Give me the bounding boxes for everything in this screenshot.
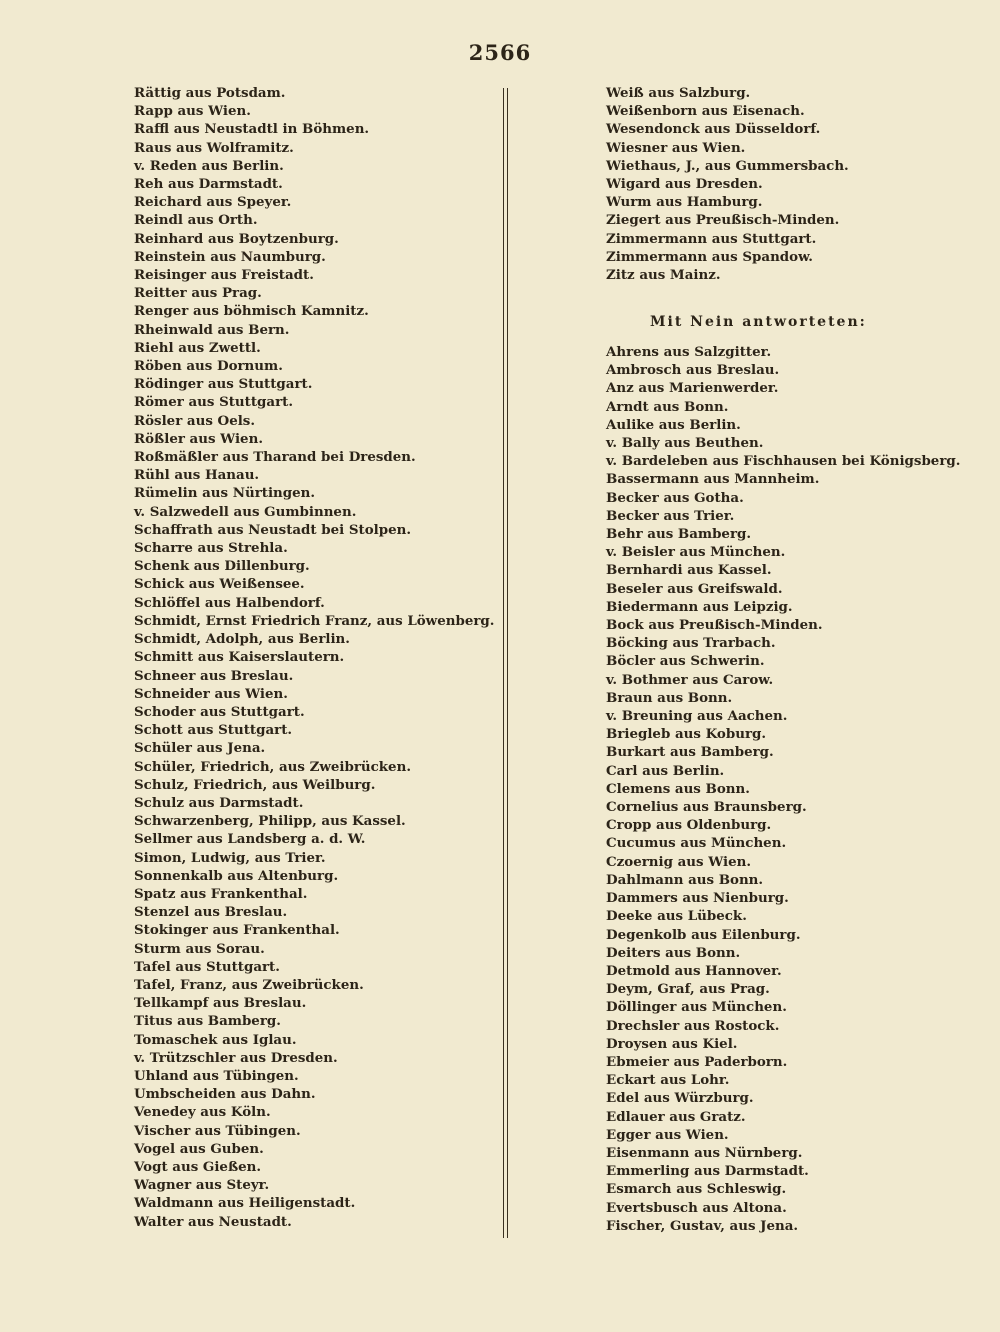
name-entry: Stenzel aus Breslau.	[134, 904, 288, 921]
name-entry: Simon, Ludwig, aus Trier.	[134, 849, 326, 866]
name-entry: Arndt aus Bonn.	[606, 398, 729, 415]
name-entry: Stokinger aus Frankenthal.	[134, 922, 340, 939]
name-entry: Sturm aus Sorau.	[134, 940, 265, 957]
name-entry: Schlöffel aus Halbendorf.	[134, 594, 325, 611]
name-entry: Burkart aus Bamberg.	[606, 744, 774, 761]
name-entry: Anz aus Marienwerder.	[606, 380, 779, 397]
name-entry: Schoder aus Stuttgart.	[134, 703, 305, 720]
name-entry: Schmidt, Ernst Friedrich Franz, aus Löwenberg.	[134, 612, 495, 629]
name-entry: Döllinger aus München.	[606, 999, 787, 1016]
name-entry: Roßmäßler aus Tharand bei Dresden.	[134, 449, 416, 466]
name-entry: Braun aus Bonn.	[606, 689, 733, 706]
name-entry: Schneer aus Breslau.	[134, 667, 294, 684]
name-entry: Deym, Graf, aus Prag.	[606, 981, 770, 998]
name-entry: Schüler aus Jena.	[134, 740, 266, 757]
name-entry: Wigard aus Dresden.	[606, 176, 763, 193]
name-entry: Schwarzenberg, Philipp, aus Kassel.	[134, 813, 406, 830]
name-entry: Reichard aus Speyer.	[134, 194, 292, 211]
name-entry: Wesendonck aus Düsseldorf.	[606, 121, 821, 138]
name-entry: Schott aus Stuttgart.	[134, 722, 293, 739]
name-entry: Aulike aus Berlin.	[606, 416, 741, 433]
name-entry: Reinstein aus Naumburg.	[134, 248, 326, 265]
name-entry: Cucumus aus München.	[606, 835, 787, 852]
name-entry: Reitter aus Prag.	[134, 285, 262, 302]
name-entry: Briegleb aus Koburg.	[606, 726, 767, 743]
name-entry: Tafel aus Stuttgart.	[134, 958, 280, 975]
name-entry: Detmold aus Hannover.	[606, 962, 782, 979]
name-entry: Deeke aus Lübeck.	[606, 908, 747, 925]
name-entry: Behr aus Bamberg.	[606, 526, 752, 543]
name-entry: Schmidt, Adolph, aus Berlin.	[134, 631, 350, 648]
name-entry: Emmerling aus Darmstadt.	[606, 1163, 809, 1180]
name-entry: Böcking aus Trarbach.	[606, 635, 776, 652]
name-entry: Schulz, Friedrich, aus Weilburg.	[134, 776, 376, 793]
name-entry: Rößler aus Wien.	[134, 430, 263, 447]
name-entry: Schaffrath aus Neustadt bei Stolpen.	[134, 521, 412, 538]
name-entry: v. Bardeleben aus Fischhausen bei Königsberg.	[606, 453, 961, 470]
name-entry: Edel aus Würzburg.	[606, 1090, 754, 1107]
name-entry: Umbscheiden aus Dahn.	[134, 1086, 316, 1103]
name-entry: Röben aus Dornum.	[134, 358, 283, 375]
name-entry: v. Beisler aus München.	[606, 544, 786, 561]
name-entry: Dahlmann aus Bonn.	[606, 871, 764, 888]
right-name-list-top	[606, 84, 849, 284]
name-entry: Evertsbusch aus Altona.	[606, 1199, 787, 1216]
name-entry: Tellkampf aus Breslau.	[134, 995, 307, 1012]
name-entry: v. Bothmer aus Carow.	[606, 671, 774, 688]
name-entry: Drechsler aus Rostock.	[606, 1017, 780, 1034]
name-entry: Reinhard aus Boytzenburg.	[134, 230, 339, 247]
name-entry: v. Breuning aus Aachen.	[606, 708, 788, 725]
name-entry: Czoernig aus Wien.	[606, 853, 752, 870]
name-entry: Riehl aus Zwettl.	[134, 339, 261, 356]
name-entry: Reisinger aus Freistadt.	[134, 267, 314, 284]
name-entry: Römer aus Stuttgart.	[134, 394, 293, 411]
name-entry: Edlauer aus Gratz.	[606, 1108, 746, 1125]
name-entry: Eisenmann aus Nürnberg.	[606, 1144, 803, 1161]
name-entry: Carl aus Berlin.	[606, 762, 725, 779]
name-entry: Ebmeier aus Paderborn.	[606, 1053, 788, 1070]
name-entry: Vogel aus Guben.	[134, 1140, 264, 1157]
name-entry: Rühl aus Hanau.	[134, 467, 260, 484]
name-entry: Rapp aus Wien.	[134, 103, 251, 120]
left-name-list	[134, 84, 494, 1231]
name-entry: Schenk aus Dillenburg.	[134, 558, 310, 575]
name-entry: v. Bally aus Beuthen.	[606, 435, 764, 452]
name-entry: Renger aus böhmisch Kamnitz.	[134, 303, 369, 320]
name-entry: Tomaschek aus Iglau.	[134, 1031, 297, 1048]
name-entry: Schneider aus Wien.	[134, 685, 288, 702]
name-entry: Zimmermann aus Stuttgart.	[606, 230, 817, 247]
name-entry: Ahrens aus Salzgitter.	[606, 344, 772, 360]
name-entry: Degenkolb aus Eilenburg.	[606, 926, 801, 943]
name-entry: Zitz aus Mainz.	[606, 267, 721, 284]
name-entry: Rümelin aus Nürtingen.	[134, 485, 316, 502]
name-entry: Wurm aus Hamburg.	[606, 194, 763, 211]
name-entry: Scharre aus Strehla.	[134, 540, 288, 557]
name-entry: Venedey aus Köln.	[134, 1104, 271, 1121]
name-entry: Dammers aus Nienburg.	[606, 890, 789, 907]
page-number: 2566	[468, 40, 532, 65]
name-entry: Esmarch aus Schleswig.	[606, 1181, 787, 1198]
column-divider	[503, 88, 508, 1238]
name-entry: Becker aus Gotha.	[606, 489, 744, 506]
name-entry: Raus aus Wolframitz.	[134, 139, 294, 156]
name-entry: Deiters aus Bonn.	[606, 944, 741, 961]
name-entry: Tafel, Franz, aus Zweibrücken.	[134, 976, 364, 993]
name-entry: Schulz aus Darmstadt.	[134, 794, 304, 811]
name-entry: Eckart aus Lohr.	[606, 1072, 730, 1089]
name-entry: v. Trützschler aus Dresden.	[134, 1049, 338, 1066]
name-entry: Raffl aus Neustadtl in Böhmen.	[134, 121, 370, 138]
name-entry: Walter aus Neustadt.	[134, 1213, 292, 1230]
name-entry: Rödinger aus Stuttgart.	[134, 376, 313, 393]
name-entry: Reh aus Darmstadt.	[134, 176, 283, 193]
name-entry: Wagner aus Steyr.	[134, 1177, 270, 1194]
name-entry: Sellmer aus Landsberg a. d. W.	[134, 831, 366, 848]
name-entry: Ambrosch aus Breslau.	[606, 362, 780, 379]
name-entry: Schmitt aus Kaiserslautern.	[134, 649, 345, 666]
name-entry: Sonnenkalb aus Altenburg.	[134, 867, 339, 884]
name-entry: Weißenborn aus Eisenach.	[606, 103, 805, 120]
name-entry: Egger aus Wien.	[606, 1126, 729, 1143]
section-heading-nein: Mit Nein antworteten:	[650, 314, 867, 330]
name-entry: Schüler, Friedrich, aus Zweibrücken.	[134, 758, 411, 775]
right-name-list-bottom	[606, 343, 960, 1235]
name-entry: Uhland aus Tübingen.	[134, 1067, 299, 1084]
name-entry: Schick aus Weißensee.	[134, 576, 305, 593]
name-entry: Vischer aus Tübingen.	[134, 1122, 301, 1139]
name-entry: Bernhardi aus Kassel.	[606, 562, 772, 579]
name-entry: Fischer, Gustav, aus Jena.	[606, 1217, 799, 1234]
name-entry: Bock aus Preußisch-Minden.	[606, 617, 823, 634]
name-entry: Wiethaus, J., aus Gummersbach.	[606, 157, 849, 174]
name-entry: Cornelius aus Braunsberg.	[606, 799, 807, 816]
name-entry: Böcler aus Schwerin.	[606, 653, 765, 670]
name-entry: Wiesner aus Wien.	[606, 139, 746, 156]
name-entry: Bassermann aus Mannheim.	[606, 471, 820, 488]
name-entry: Cropp aus Oldenburg.	[606, 817, 772, 834]
name-entry: Rheinwald aus Bern.	[134, 321, 290, 338]
name-entry: Rösler aus Oels.	[134, 412, 256, 429]
name-entry: Vogt aus Gießen.	[134, 1158, 262, 1175]
name-entry: Waldmann aus Heiligenstadt.	[134, 1195, 356, 1212]
name-entry: v. Reden aus Berlin.	[134, 157, 284, 174]
name-entry: v. Salzwedell aus Gumbinnen.	[134, 503, 357, 520]
name-entry: Zimmermann aus Spandow.	[606, 248, 813, 265]
name-entry: Clemens aus Bonn.	[606, 780, 750, 797]
name-entry: Spatz aus Frankenthal.	[134, 885, 308, 902]
name-entry: Rättig aus Potsdam.	[134, 85, 286, 101]
name-entry: Weiß aus Salzburg.	[606, 85, 751, 101]
name-entry: Titus aus Bamberg.	[134, 1013, 281, 1030]
name-entry: Becker aus Trier.	[606, 507, 735, 524]
name-entry: Reindl aus Orth.	[134, 212, 258, 229]
name-entry: Droysen aus Kiel.	[606, 1035, 738, 1052]
name-entry: Biedermann aus Leipzig.	[606, 598, 793, 615]
name-entry: Ziegert aus Preußisch-Minden.	[606, 212, 840, 229]
name-entry: Beseler aus Greifswald.	[606, 580, 783, 597]
